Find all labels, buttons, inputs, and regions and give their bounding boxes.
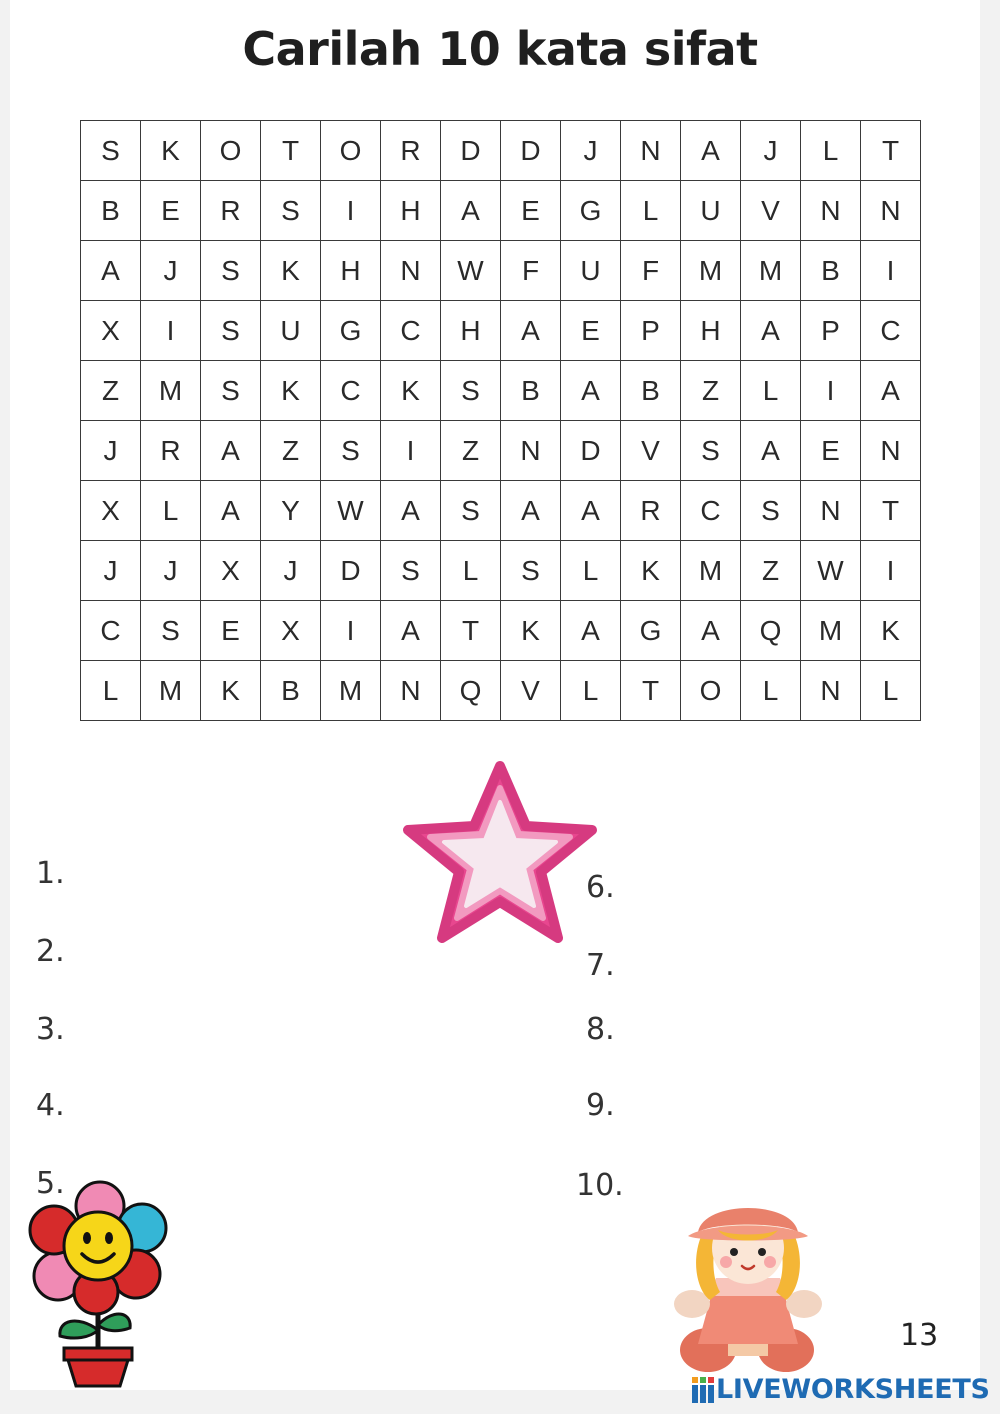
grid-cell[interactable]: C [681,481,741,541]
answer-item: 7. [586,948,615,983]
grid-cell[interactable]: A [81,241,141,301]
grid-cell[interactable]: O [201,121,261,181]
grid-cell[interactable]: W [441,241,501,301]
grid-cell[interactable]: R [201,181,261,241]
grid-row [81,601,921,661]
grid-cell[interactable]: O [681,661,741,721]
grid-cell[interactable]: K [261,241,321,301]
grid-cell[interactable]: K [141,121,201,181]
grid-cell[interactable]: S [261,181,321,241]
grid-cell[interactable]: S [201,301,261,361]
grid-cell[interactable]: I [801,361,861,421]
grid-cell[interactable]: X [201,541,261,601]
grid-cell[interactable]: V [621,421,681,481]
grid-cell[interactable]: A [201,481,261,541]
grid-cell[interactable]: X [81,301,141,361]
grid-cell[interactable]: W [321,481,381,541]
grid-row [81,661,921,721]
grid-cell[interactable]: K [501,601,561,661]
grid-cell[interactable]: G [621,601,681,661]
grid-cell[interactable]: S [501,541,561,601]
grid-cell[interactable]: S [441,481,501,541]
grid-cell[interactable]: A [381,481,441,541]
grid-cell[interactable]: I [141,301,201,361]
answer-item: 2. [36,934,65,969]
grid-cell[interactable]: T [261,121,321,181]
grid-cell[interactable]: D [441,121,501,181]
answer-item: 9. [586,1088,615,1123]
grid-cell[interactable]: D [501,121,561,181]
grid-cell[interactable]: X [81,481,141,541]
grid-cell[interactable]: E [201,601,261,661]
grid-cell[interactable]: L [441,541,501,601]
grid-cell[interactable]: X [261,601,321,661]
grid-cell[interactable]: Q [741,601,801,661]
grid-cell[interactable]: W [801,541,861,601]
grid-cell[interactable]: S [201,241,261,301]
grid-cell[interactable]: P [621,301,681,361]
grid-cell[interactable]: S [141,601,201,661]
grid-cell[interactable]: S [381,541,441,601]
grid-cell[interactable]: V [741,181,801,241]
grid-cell[interactable]: S [681,421,741,481]
liveworksheets-logo[interactable] [692,1374,990,1405]
grid-row [81,301,921,361]
grid-cell[interactable]: E [141,181,201,241]
grid-cell[interactable]: Z [261,421,321,481]
grid-cell[interactable]: J [81,421,141,481]
grid-cell[interactable]: A [681,121,741,181]
grid-cell[interactable]: U [561,241,621,301]
liveworksheets-logo-icon [692,1377,714,1403]
brand-text: LIVEWORKSHEETS [716,1374,990,1405]
grid-cell[interactable]: Z [441,421,501,481]
grid-cell[interactable]: S [741,481,801,541]
grid-cell[interactable]: F [501,241,561,301]
grid-cell[interactable]: L [561,661,621,721]
grid-cell[interactable]: A [741,421,801,481]
grid-row [81,361,921,421]
answer-item: 1. [36,856,65,891]
grid-cell[interactable]: A [201,421,261,481]
grid-cell[interactable]: S [441,361,501,421]
grid-cell[interactable]: N [861,181,921,241]
grid-cell[interactable]: O [321,121,381,181]
grid-cell[interactable]: H [321,241,381,301]
grid-cell[interactable]: C [321,361,381,421]
grid-cell[interactable]: K [381,361,441,421]
grid-cell[interactable]: I [861,541,921,601]
grid-cell[interactable]: S [81,121,141,181]
grid-cell[interactable]: M [801,601,861,661]
grid-cell[interactable]: K [621,541,681,601]
star-icon [400,758,600,950]
grid-cell[interactable]: M [141,661,201,721]
grid-cell[interactable]: C [381,301,441,361]
grid-cell[interactable]: N [501,421,561,481]
grid-cell[interactable]: G [321,301,381,361]
grid-cell[interactable]: Y [261,481,321,541]
word-search-grid [80,120,921,721]
grid-cell[interactable]: L [741,361,801,421]
grid-row [81,241,921,301]
grid-cell[interactable]: B [621,361,681,421]
grid-cell[interactable]: T [621,661,681,721]
answer-item: 5. [36,1166,65,1201]
grid-cell[interactable]: H [441,301,501,361]
grid-cell[interactable]: E [501,181,561,241]
grid-cell[interactable]: H [681,301,741,361]
grid-cell[interactable]: E [801,421,861,481]
grid-cell[interactable]: T [861,481,921,541]
grid-cell[interactable]: M [141,361,201,421]
grid-cell[interactable]: Z [741,541,801,601]
grid-cell[interactable]: A [441,181,501,241]
grid-cell[interactable]: R [381,121,441,181]
grid-cell[interactable]: K [861,601,921,661]
grid-cell[interactable]: M [681,241,741,301]
grid-cell[interactable]: D [321,541,381,601]
grid-cell[interactable]: U [681,181,741,241]
grid-cell[interactable]: L [141,481,201,541]
grid-cell[interactable]: A [501,481,561,541]
grid-cell[interactable]: A [561,361,621,421]
grid-cell[interactable]: R [621,481,681,541]
grid-cell[interactable]: L [561,541,621,601]
grid-cell[interactable]: L [861,661,921,721]
grid-cell[interactable]: D [561,421,621,481]
grid-cell[interactable]: M [321,661,381,721]
grid-cell[interactable]: J [561,121,621,181]
grid-cell[interactable]: A [381,601,441,661]
answer-item: 4. [36,1088,65,1123]
grid-cell[interactable]: S [201,361,261,421]
grid-cell[interactable]: A [561,481,621,541]
grid-cell[interactable]: K [261,361,321,421]
grid-cell[interactable]: I [321,601,381,661]
grid-cell[interactable]: T [441,601,501,661]
grid-cell[interactable]: N [621,121,681,181]
grid-cell[interactable]: F [621,241,681,301]
grid-cell[interactable]: A [681,601,741,661]
grid-cell[interactable]: B [801,241,861,301]
grid-cell[interactable]: E [561,301,621,361]
answer-item: 6. [586,870,615,905]
answer-item: 10. [576,1168,624,1203]
grid-cell[interactable]: L [801,121,861,181]
grid-cell[interactable]: M [741,241,801,301]
grid-cell[interactable]: S [321,421,381,481]
grid-cell[interactable]: K [201,661,261,721]
grid-cell[interactable]: N [381,661,441,721]
grid-cell[interactable]: A [741,301,801,361]
grid-cell[interactable]: C [861,301,921,361]
grid-cell[interactable]: G [561,181,621,241]
grid-cell[interactable]: I [861,241,921,301]
grid-cell[interactable]: M [681,541,741,601]
page-title: Carilah 10 kata sifat [242,22,758,76]
doll-icon [668,1192,828,1378]
grid-cell[interactable]: V [501,661,561,721]
flower-icon [28,1180,173,1392]
grid-row [81,421,921,481]
grid-cell[interactable]: A [501,301,561,361]
grid-cell[interactable]: T [861,121,921,181]
grid-cell[interactable]: J [741,121,801,181]
grid-row [81,121,921,181]
grid-cell[interactable]: L [621,181,681,241]
grid-cell[interactable]: P [801,301,861,361]
grid-cell[interactable]: L [741,661,801,721]
grid-cell[interactable]: Z [81,361,141,421]
grid-cell[interactable]: I [321,181,381,241]
grid-cell[interactable]: U [261,301,321,361]
grid-cell[interactable]: J [141,241,201,301]
answer-item: 3. [36,1012,65,1047]
grid-row [81,181,921,241]
grid-cell[interactable]: B [81,181,141,241]
grid-cell[interactable]: B [261,661,321,721]
grid-cell[interactable]: N [801,181,861,241]
grid-cell[interactable]: R [141,421,201,481]
grid-cell[interactable]: I [381,421,441,481]
grid-cell[interactable]: N [801,661,861,721]
grid-cell[interactable]: J [261,541,321,601]
grid-cell[interactable]: J [81,541,141,601]
grid-cell[interactable]: Q [441,661,501,721]
grid-cell[interactable]: L [81,661,141,721]
grid-row [81,541,921,601]
grid-row [81,481,921,541]
grid-cell[interactable]: J [141,541,201,601]
grid-cell[interactable]: H [381,181,441,241]
grid-cell[interactable]: N [861,421,921,481]
grid-cell[interactable]: A [561,601,621,661]
grid-cell[interactable]: N [801,481,861,541]
grid-cell[interactable]: C [81,601,141,661]
page-number: 13 [900,1318,939,1353]
grid-cell[interactable]: A [861,361,921,421]
grid-cell[interactable]: N [381,241,441,301]
answer-item: 8. [586,1012,615,1047]
grid-cell[interactable]: B [501,361,561,421]
grid-cell[interactable]: Z [681,361,741,421]
